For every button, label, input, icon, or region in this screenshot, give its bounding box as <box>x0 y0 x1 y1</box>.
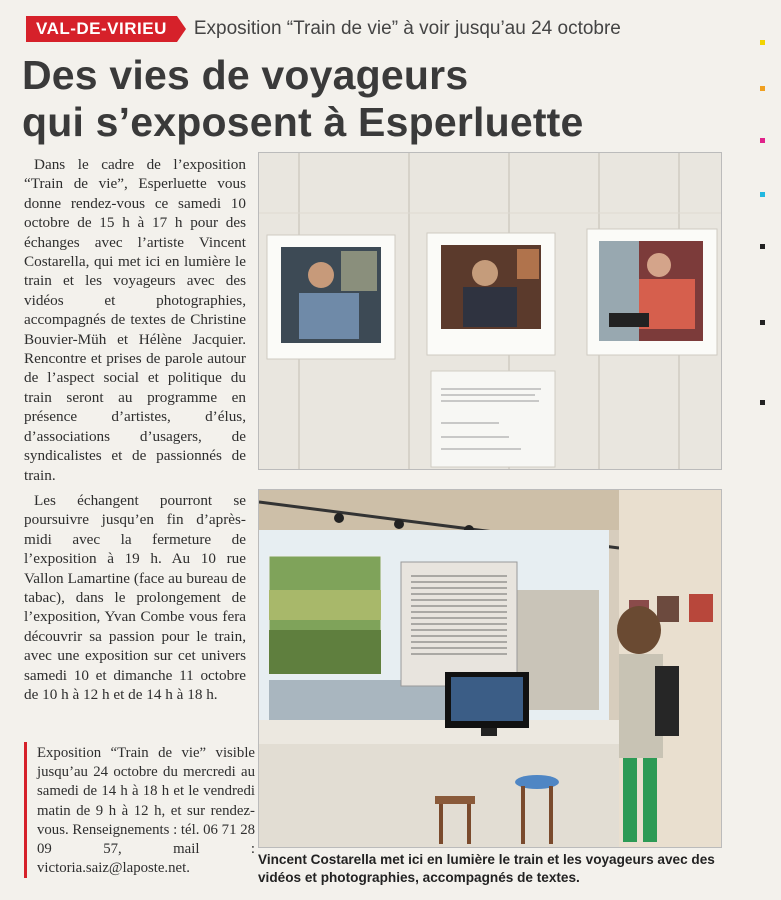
info-box <box>24 742 255 878</box>
section-tag-arrow <box>177 16 186 42</box>
kicker <box>26 16 621 42</box>
print-registration-marks <box>757 20 769 440</box>
registration-mark-black-3 <box>760 400 765 405</box>
registration-mark-cyan <box>760 192 765 197</box>
article-body <box>24 155 246 710</box>
info-box-text: Exposition “Train de vie” visible jusqu’au 24 octobre du mercredi au samedi de 14 h à 18 h et le vendredi matin de 9 h à 12 h, et sur rendez-vous. Renseignements : tél. 06 71 28 09 57, mail : victoria.saiz@laposte.net. <box>37 745 255 877</box>
kicker-text: Exposition “Train de vie” à voir jusqu’au 24 octobre <box>193 18 621 39</box>
photo-exhibition-room <box>258 489 722 848</box>
photo-gallery-wall-image <box>259 153 721 469</box>
photo-caption: Vincent Costarella met ici en lumière le train et les voyageurs avec des vidéos et photographies, accompagnés de textes. <box>258 852 715 885</box>
photo-exhibition-room-image <box>259 490 721 847</box>
article-paragraph-1: Dans le cadre de l’exposition “Train de vie”, Esperluette vous donne rendez-vous ce samedi 10 octobre de 15 h à 17 h pour des échanges avec l’artiste Vincent Costarella, qui met ici en lumière le train et les voyageurs avec des vidéos et photographies, accompagnés de textes de Christine Bouvier-Müh et Hélène Jacquier. Rencontre et prises de parole autour de l’aspect social et politique du train seront au programme en présence d’artistes, d’élus, d’associations d’usagers, de syndicalistes et de passionnés de train. <box>24 156 246 484</box>
photo-gallery-wall <box>258 152 722 470</box>
registration-mark-black-2 <box>760 320 765 325</box>
registration-mark-yellow <box>760 40 765 45</box>
article-paragraph-2: Les échangent pourront se poursuivre jusqu’en fin d’après-midi avec la fermeture de l’exposition à 19 h. Au 10 rue Vallon Lamartine (face au bureau de tabac), dans le prolongement de l’exposition, Yvan Combe vous fera découvrir sa passion pour le train, avec une exposition sur cet univers samedi 10 et dimanche 11 octobre de 10 h à 12 h et de 14 h à 18 h. <box>24 491 246 703</box>
registration-mark-black-1 <box>760 244 765 249</box>
headline-line-1: Des vies de voyageurs <box>22 52 469 98</box>
section-tag: VAL-DE-VIRIEU <box>26 16 177 42</box>
headline-line-2: qui s’exposent à Esperluette <box>22 99 584 145</box>
registration-mark-magenta <box>760 138 765 143</box>
headline <box>22 52 662 146</box>
registration-mark-orange <box>760 86 765 91</box>
